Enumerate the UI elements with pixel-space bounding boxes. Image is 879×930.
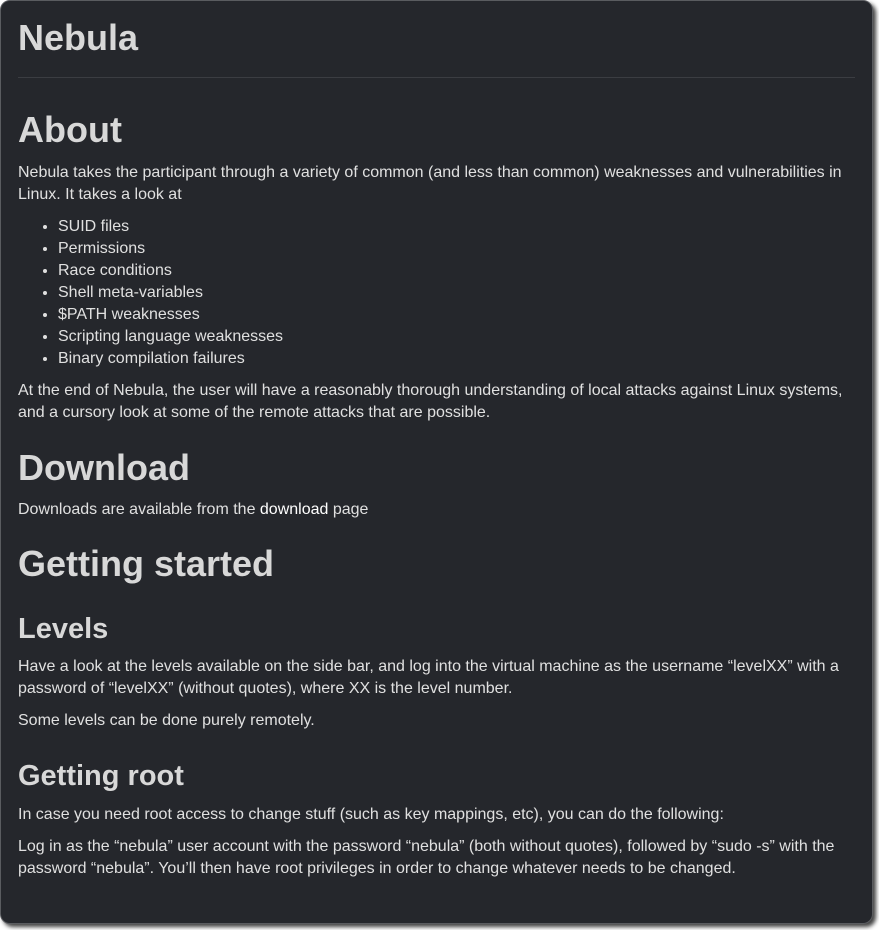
topic-list bbox=[18, 216, 855, 370]
download-link[interactable]: download bbox=[259, 501, 329, 518]
about-intro: Nebula takes the participant through a variety of common (and less than common) weaknesses and vulnerabilities in Linux. It takes a look at bbox=[18, 164, 842, 203]
list-item: • Binary compilation failures bbox=[58, 348, 855, 370]
list-item: • Permissions bbox=[58, 238, 855, 260]
about-heading: About bbox=[18, 109, 122, 150]
list-item: • Shell meta-variables bbox=[58, 282, 855, 304]
list-item: • Race conditions bbox=[58, 260, 855, 282]
root-instructions-paragraph: Log in as the “nebula” user account with the password “nebula” (both without quotes), followed by “sudo -s” with the password “nebula”. You’ll then have root privileges in order to change whatever needs to be changed. bbox=[18, 838, 835, 877]
levels-paragraph: Have a look at the levels available on the side bar, and log into the virtual machine as the username “levelXX” with a password of “levelXX” (without quotes), where XX is the level number. bbox=[18, 658, 839, 697]
site-title: Nebula bbox=[18, 17, 139, 58]
root-paragraph: In case you need root access to change stuff (such as key mappings, etc), you can do the following: bbox=[18, 806, 724, 823]
levels-heading: Levels bbox=[18, 613, 109, 645]
about-outro: At the end of Nebula, the user will have a reasonably thorough understanding of local attacks against Linux systems, and a cursory look at some of the remote attacks that are possible. bbox=[18, 382, 843, 421]
list-item: • Scripting language weaknesses bbox=[58, 326, 855, 348]
levels-remote-paragraph: Some levels can be done purely remotely. bbox=[18, 712, 315, 729]
list-item: • $PATH weaknesses bbox=[58, 304, 855, 326]
download-heading: Download bbox=[18, 447, 190, 488]
list-item: • SUID files bbox=[58, 216, 855, 238]
download-text-after: page bbox=[328, 501, 369, 518]
title-divider bbox=[18, 77, 855, 78]
getting-started-heading: Getting started bbox=[18, 543, 275, 584]
download-text-before: Downloads are available from the bbox=[18, 501, 260, 518]
getting-root-heading: Getting root bbox=[18, 760, 184, 792]
download-text bbox=[18, 499, 855, 521]
